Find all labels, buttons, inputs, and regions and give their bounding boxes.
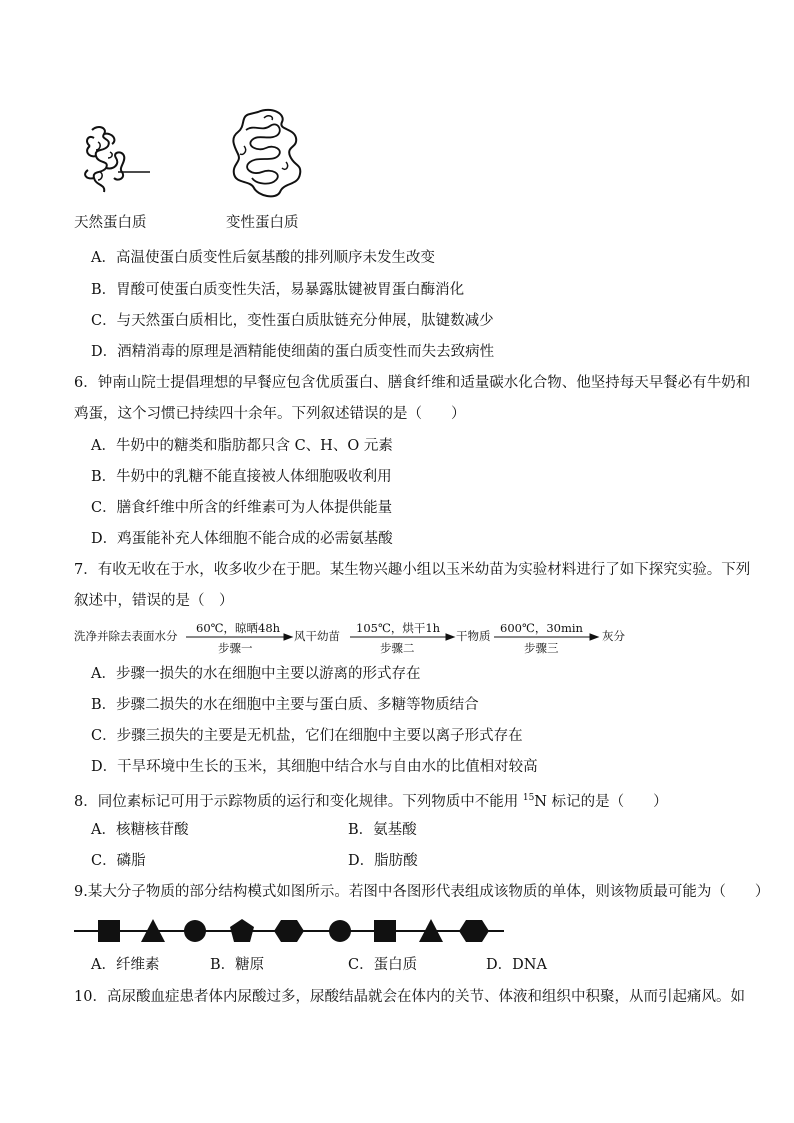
q6-option-c: C．膳食纤维中所含的纤维素可为人体提供能量 <box>91 500 393 516</box>
q8-isotope-mass: 15 <box>522 793 535 803</box>
square-monomer <box>374 920 396 942</box>
q7-option-a: A．步骤一损失的水在细胞中主要以游离的形式存在 <box>91 666 421 682</box>
q5-option-b: B．胃酸可使蛋白质变性失活，易暴露肽键被胃蛋白酶消化 <box>91 282 465 298</box>
q8-stem-post: 标记的是（ ） <box>546 793 668 810</box>
q9-option-a: A．纤维素 <box>91 957 160 973</box>
flow-cond3: 600℃，30min <box>500 621 583 635</box>
native-protein-label: 天然蛋白质 <box>74 215 147 231</box>
q8-stem <box>74 788 668 812</box>
circle-monomer <box>329 920 351 942</box>
flow-end: 灰分 <box>602 629 625 643</box>
q6-option-a: A．牛奶中的糖类和脂肪都只含 C、H、O 元素 <box>91 438 393 454</box>
q9-option-b: B．糖原 <box>210 957 265 973</box>
denatured-protein-label: 变性蛋白质 <box>226 215 299 231</box>
q8-option-d: D．脂肪酸 <box>348 853 418 869</box>
q6-stem-line2: 鸡蛋，这个习惯已持续四十余年。下列叙述错误的是（ ） <box>74 406 466 422</box>
flow-step1: 步骤一 <box>218 641 253 655</box>
q6-option-d: D．鸡蛋能补充人体细胞不能合成的必需氨基酸 <box>91 531 393 547</box>
q9-stem: 9.某大分子物质的部分结构模式如图所示。若图中各图形代表组成该物质的单体，则该物质最可能为（ ） <box>74 884 770 900</box>
q7-option-c: C．步骤三损失的主要是无机盐，它们在细胞中主要以离子形式存在 <box>91 728 523 744</box>
q8-option-b: B．氨基酸 <box>348 822 417 838</box>
flow-cond2: 105℃，烘干1h <box>356 621 441 635</box>
q8-option-a: A．核糖核苷酸 <box>91 822 189 838</box>
flow-start: 洗净并除去表面水分 <box>74 629 178 643</box>
flow-step2: 步骤二 <box>380 641 415 655</box>
square-monomer <box>98 920 120 942</box>
q5-option-a: A．高温使蛋白质变性后氨基酸的排列顺序未发生改变 <box>91 250 435 266</box>
q9-option-c: C．蛋白质 <box>348 957 418 973</box>
q8-isotope-symbol: N <box>534 793 547 810</box>
q9-monomer-chain-diagram <box>74 914 504 948</box>
flow-mid2: 干物质 <box>456 629 491 643</box>
hexagon-monomer <box>274 920 304 942</box>
q9-option-d: D．DNA <box>486 957 547 973</box>
circle-monomer <box>184 920 206 942</box>
pentagon-monomer <box>230 919 254 942</box>
q7-stem-line2: 叙述中，错误的是（ ） <box>74 593 234 609</box>
q5-option-d: D．酒精消毒的原理是酒精能使细菌的蛋白质变性而失去致病性 <box>91 344 495 360</box>
q7-stem-line1: 7．有收无收在于水，收多收少在于肥。某生物兴趣小组以玉米幼苗为实验材料进行了如下探究实验。下列 <box>74 562 751 578</box>
q7-option-b: B．步骤二损失的水在细胞中主要与蛋白质、多糖等物质结合 <box>91 697 479 713</box>
hexagon-monomer <box>459 920 489 942</box>
q5-option-c: C．与天然蛋白质相比，变性蛋白质肽链充分伸展，肽键数减少 <box>91 313 494 329</box>
q6-option-b: B．牛奶中的乳糖不能直接被人体细胞吸收利用 <box>91 469 392 485</box>
q6-stem-line1: 6．钟南山院士提倡理想的早餐应包含优质蛋白、膳食纤维和适量碳水化合物、他坚持每天早餐必有牛奶和 <box>74 375 751 391</box>
flow-mid1: 风干幼苗 <box>294 629 340 643</box>
q8-option-c: C．磷脂 <box>91 853 146 869</box>
flow-step3: 步骤三 <box>524 641 559 655</box>
q7-option-d: D．干旱环境中生长的玉米，其细胞中结合水与自由水的比值相对较高 <box>91 759 538 775</box>
flow-cond1: 60℃，晾晒48h <box>196 621 281 635</box>
q10-stem-line1: 10．高尿酸血症患者体内尿酸过多，尿酸结晶就会在体内的关节、体液和组织中积聚，从而引起痛风。如 <box>74 989 745 1005</box>
q8-stem-pre: 8．同位素标记可用于示踪物质的运行和变化规律。下列物质中不能用 <box>74 793 523 810</box>
